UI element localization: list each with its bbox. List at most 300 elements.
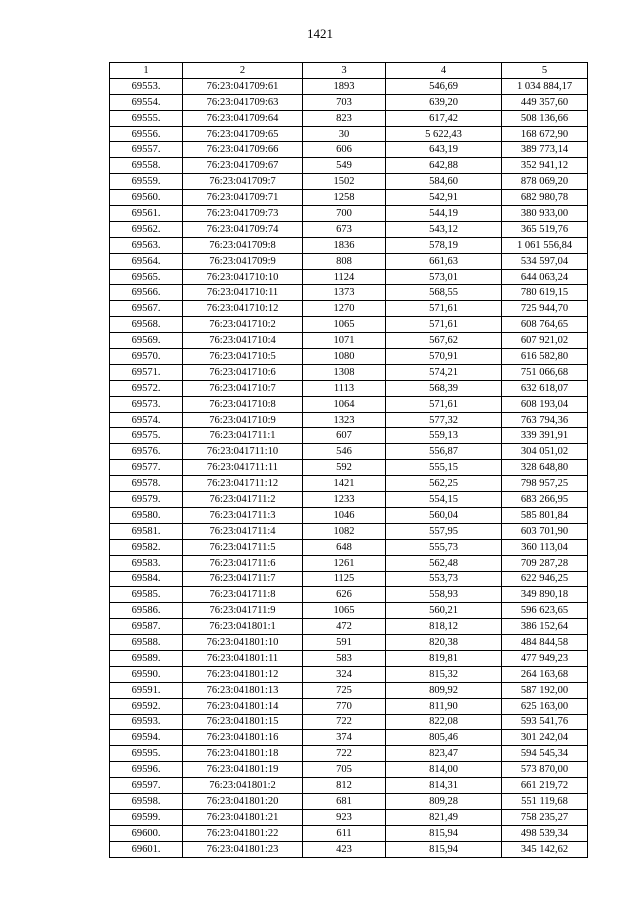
value-cell: 360 113,04 [502, 539, 588, 555]
rate-cell: 820,38 [386, 635, 502, 651]
value-cell: 763 794,36 [502, 412, 588, 428]
value-cell: 508 136,66 [502, 110, 588, 126]
row-number-cell: 69597. [110, 778, 183, 794]
rate-cell: 571,61 [386, 396, 502, 412]
rate-cell: 617,42 [386, 110, 502, 126]
area-cell: 549 [303, 158, 386, 174]
row-number-cell: 69569. [110, 333, 183, 349]
rate-cell: 543,12 [386, 221, 502, 237]
rate-cell: 819,81 [386, 650, 502, 666]
area-cell: 1113 [303, 380, 386, 396]
row-number-cell: 69590. [110, 666, 183, 682]
row-number-cell: 69586. [110, 603, 183, 619]
area-cell: 1082 [303, 523, 386, 539]
table-row [110, 476, 588, 492]
table-row [110, 507, 588, 523]
cadastral-number-cell: 76:23:041711:7 [183, 571, 303, 587]
area-cell: 700 [303, 206, 386, 222]
table-row [110, 78, 588, 94]
area-cell: 681 [303, 793, 386, 809]
cadastral-number-cell: 76:23:041711:5 [183, 539, 303, 555]
value-cell: 607 921,02 [502, 333, 588, 349]
rate-cell: 567,62 [386, 333, 502, 349]
row-number-cell: 69578. [110, 476, 183, 492]
cadastral-number-cell: 76:23:041709:7 [183, 174, 303, 190]
cadastral-number-cell: 76:23:041801:10 [183, 635, 303, 651]
row-number-cell: 69596. [110, 762, 183, 778]
data-table [109, 62, 588, 858]
value-cell: 593 541,76 [502, 714, 588, 730]
cadastral-number-cell: 76:23:041709:67 [183, 158, 303, 174]
row-number-cell: 69561. [110, 206, 183, 222]
rate-cell: 822,08 [386, 714, 502, 730]
rate-cell: 556,87 [386, 444, 502, 460]
row-number-cell: 69584. [110, 571, 183, 587]
row-number-cell: 69563. [110, 237, 183, 253]
table-row [110, 555, 588, 571]
cadastral-number-cell: 76:23:041709:64 [183, 110, 303, 126]
table-row [110, 269, 588, 285]
table-row [110, 428, 588, 444]
table-row [110, 841, 588, 857]
value-cell: 498 539,34 [502, 825, 588, 841]
cadastral-number-cell: 76:23:041801:11 [183, 650, 303, 666]
value-cell: 380 933,00 [502, 206, 588, 222]
row-number-cell: 69570. [110, 349, 183, 365]
value-cell: 780 619,15 [502, 285, 588, 301]
value-cell: 608 764,65 [502, 317, 588, 333]
area-cell: 1261 [303, 555, 386, 571]
rate-cell: 568,39 [386, 380, 502, 396]
value-cell: 751 066,68 [502, 364, 588, 380]
row-number-cell: 69560. [110, 190, 183, 206]
rate-cell: 584,60 [386, 174, 502, 190]
area-cell: 611 [303, 825, 386, 841]
table-row [110, 730, 588, 746]
table-row [110, 682, 588, 698]
row-number-cell: 69559. [110, 174, 183, 190]
rate-cell: 558,93 [386, 587, 502, 603]
row-number-cell: 69555. [110, 110, 183, 126]
value-cell: 585 801,84 [502, 507, 588, 523]
rate-cell: 809,92 [386, 682, 502, 698]
rate-cell: 815,94 [386, 841, 502, 857]
row-number-cell: 69591. [110, 682, 183, 698]
cadastral-number-cell: 76:23:041709:73 [183, 206, 303, 222]
value-cell: 349 890,18 [502, 587, 588, 603]
row-number-cell: 69572. [110, 380, 183, 396]
area-cell: 1270 [303, 301, 386, 317]
rate-cell: 571,61 [386, 317, 502, 333]
rate-cell: 5 622,43 [386, 126, 502, 142]
table-row [110, 619, 588, 635]
row-number-cell: 69580. [110, 507, 183, 523]
area-cell: 1071 [303, 333, 386, 349]
row-number-cell: 69577. [110, 460, 183, 476]
value-cell: 264 163,68 [502, 666, 588, 682]
cadastral-number-cell: 76:23:041709:63 [183, 94, 303, 110]
area-cell: 374 [303, 730, 386, 746]
rate-cell: 544,19 [386, 206, 502, 222]
area-cell: 583 [303, 650, 386, 666]
table-row [110, 301, 588, 317]
table-row [110, 158, 588, 174]
rate-cell: 571,61 [386, 301, 502, 317]
table-row [110, 762, 588, 778]
cadastral-number-cell: 76:23:041801:23 [183, 841, 303, 857]
area-cell: 722 [303, 746, 386, 762]
value-cell: 1 034 884,17 [502, 78, 588, 94]
table-row [110, 396, 588, 412]
row-number-cell: 69593. [110, 714, 183, 730]
cadastral-number-cell: 76:23:041711:9 [183, 603, 303, 619]
table-row [110, 539, 588, 555]
value-cell: 709 287,28 [502, 555, 588, 571]
row-number-cell: 69589. [110, 650, 183, 666]
row-number-cell: 69564. [110, 253, 183, 269]
area-cell: 1065 [303, 317, 386, 333]
cadastral-number-cell: 76:23:041711:10 [183, 444, 303, 460]
table-row [110, 333, 588, 349]
cadastral-number-cell: 76:23:041801:20 [183, 793, 303, 809]
column-header: 5 [502, 63, 588, 79]
row-number-cell: 69571. [110, 364, 183, 380]
row-number-cell: 69587. [110, 619, 183, 635]
cadastral-number-cell: 76:23:041710:9 [183, 412, 303, 428]
cadastral-number-cell: 76:23:041801:16 [183, 730, 303, 746]
area-cell: 472 [303, 619, 386, 635]
cadastral-number-cell: 76:23:041711:3 [183, 507, 303, 523]
area-cell: 324 [303, 666, 386, 682]
column-header: 4 [386, 63, 502, 79]
row-number-cell: 69565. [110, 269, 183, 285]
cadastral-number-cell: 76:23:041709:66 [183, 142, 303, 158]
area-cell: 1323 [303, 412, 386, 428]
row-number-cell: 69576. [110, 444, 183, 460]
row-number-cell: 69583. [110, 555, 183, 571]
area-cell: 423 [303, 841, 386, 857]
header-row [110, 63, 588, 79]
rate-cell: 809,28 [386, 793, 502, 809]
cadastral-number-cell: 76:23:041709:9 [183, 253, 303, 269]
value-cell: 389 773,14 [502, 142, 588, 158]
cadastral-number-cell: 76:23:041711:8 [183, 587, 303, 603]
area-cell: 703 [303, 94, 386, 110]
rate-cell: 578,19 [386, 237, 502, 253]
rate-cell: 574,21 [386, 364, 502, 380]
table-row [110, 364, 588, 380]
cadastral-number-cell: 76:23:041709:71 [183, 190, 303, 206]
area-cell: 1064 [303, 396, 386, 412]
column-header: 2 [183, 63, 303, 79]
area-cell: 722 [303, 714, 386, 730]
area-cell: 812 [303, 778, 386, 794]
value-cell: 725 944,70 [502, 301, 588, 317]
cadastral-number-cell: 76:23:041709:61 [183, 78, 303, 94]
value-cell: 625 163,00 [502, 698, 588, 714]
cadastral-number-cell: 76:23:041801:14 [183, 698, 303, 714]
area-cell: 1233 [303, 492, 386, 508]
cadastral-number-cell: 76:23:041710:6 [183, 364, 303, 380]
cadastral-number-cell: 76:23:041801:21 [183, 809, 303, 825]
cadastral-number-cell: 76:23:041709:65 [183, 126, 303, 142]
area-cell: 1893 [303, 78, 386, 94]
cadastral-number-cell: 76:23:041710:8 [183, 396, 303, 412]
row-number-cell: 69582. [110, 539, 183, 555]
cadastral-number-cell: 76:23:041801:2 [183, 778, 303, 794]
cadastral-number-cell: 76:23:041801:1 [183, 619, 303, 635]
rate-cell: 559,13 [386, 428, 502, 444]
value-cell: 534 597,04 [502, 253, 588, 269]
row-number-cell: 69585. [110, 587, 183, 603]
rate-cell: 562,48 [386, 555, 502, 571]
table-row [110, 380, 588, 396]
rate-cell: 815,32 [386, 666, 502, 682]
column-header: 1 [110, 63, 183, 79]
row-number-cell: 69581. [110, 523, 183, 539]
rate-cell: 818,12 [386, 619, 502, 635]
value-cell: 661 219,72 [502, 778, 588, 794]
row-number-cell: 69556. [110, 126, 183, 142]
cadastral-number-cell: 76:23:041710:10 [183, 269, 303, 285]
cadastral-number-cell: 76:23:041801:18 [183, 746, 303, 762]
rate-cell: 570,91 [386, 349, 502, 365]
value-cell: 449 357,60 [502, 94, 588, 110]
rate-cell: 814,00 [386, 762, 502, 778]
area-cell: 626 [303, 587, 386, 603]
area-cell: 591 [303, 635, 386, 651]
page-number: 1421 [307, 26, 333, 41]
row-number-cell: 69601. [110, 841, 183, 857]
row-number-cell: 69558. [110, 158, 183, 174]
value-cell: 596 623,65 [502, 603, 588, 619]
value-cell: 758 235,27 [502, 809, 588, 825]
table-row [110, 190, 588, 206]
table-row [110, 825, 588, 841]
table-row [110, 571, 588, 587]
cadastral-number-cell: 76:23:041801:19 [183, 762, 303, 778]
rate-cell: 554,15 [386, 492, 502, 508]
table-row [110, 237, 588, 253]
table-row [110, 603, 588, 619]
rate-cell: 560,21 [386, 603, 502, 619]
rate-cell: 557,95 [386, 523, 502, 539]
area-cell: 1080 [303, 349, 386, 365]
cadastral-number-cell: 76:23:041710:12 [183, 301, 303, 317]
row-number-cell: 69554. [110, 94, 183, 110]
cadastral-number-cell: 76:23:041709:74 [183, 221, 303, 237]
table-row [110, 142, 588, 158]
table-row [110, 285, 588, 301]
area-cell: 1125 [303, 571, 386, 587]
rate-cell: 661,63 [386, 253, 502, 269]
row-number-cell: 69568. [110, 317, 183, 333]
row-number-cell: 69594. [110, 730, 183, 746]
value-cell: 603 701,90 [502, 523, 588, 539]
area-cell: 648 [303, 539, 386, 555]
area-cell: 1421 [303, 476, 386, 492]
rate-cell: 562,25 [386, 476, 502, 492]
cadastral-number-cell: 76:23:041711:11 [183, 460, 303, 476]
table-row [110, 253, 588, 269]
cadastral-number-cell: 76:23:041710:5 [183, 349, 303, 365]
table-row [110, 809, 588, 825]
row-number-cell: 69573. [110, 396, 183, 412]
rate-cell: 542,91 [386, 190, 502, 206]
value-cell: 345 142,62 [502, 841, 588, 857]
cadastral-number-cell: 76:23:041711:2 [183, 492, 303, 508]
value-cell: 301 242,04 [502, 730, 588, 746]
cadastral-number-cell: 76:23:041711:6 [183, 555, 303, 571]
row-number-cell: 69588. [110, 635, 183, 651]
area-cell: 808 [303, 253, 386, 269]
value-cell: 339 391,91 [502, 428, 588, 444]
rate-cell: 821,49 [386, 809, 502, 825]
column-header: 3 [303, 63, 386, 79]
rate-cell: 573,01 [386, 269, 502, 285]
value-cell: 573 870,00 [502, 762, 588, 778]
area-cell: 1065 [303, 603, 386, 619]
cadastral-number-cell: 76:23:041710:2 [183, 317, 303, 333]
value-cell: 682 980,78 [502, 190, 588, 206]
area-cell: 823 [303, 110, 386, 126]
value-cell: 328 648,80 [502, 460, 588, 476]
cadastral-number-cell: 76:23:041801:12 [183, 666, 303, 682]
rate-cell: 811,90 [386, 698, 502, 714]
cadastral-number-cell: 76:23:041801:13 [183, 682, 303, 698]
table-row [110, 110, 588, 126]
rate-cell: 814,31 [386, 778, 502, 794]
table-body [110, 78, 588, 857]
table-row [110, 94, 588, 110]
table-row [110, 650, 588, 666]
area-cell: 770 [303, 698, 386, 714]
rate-cell: 546,69 [386, 78, 502, 94]
cadastral-number-cell: 76:23:041710:4 [183, 333, 303, 349]
table-row [110, 778, 588, 794]
rate-cell: 553,73 [386, 571, 502, 587]
area-cell: 607 [303, 428, 386, 444]
cadastral-number-cell: 76:23:041711:4 [183, 523, 303, 539]
table-row [110, 317, 588, 333]
value-cell: 644 063,24 [502, 269, 588, 285]
row-number-cell: 69574. [110, 412, 183, 428]
value-cell: 304 051,02 [502, 444, 588, 460]
table-row [110, 126, 588, 142]
row-number-cell: 69598. [110, 793, 183, 809]
table-row [110, 698, 588, 714]
area-cell: 546 [303, 444, 386, 460]
cadastral-number-cell: 76:23:041710:7 [183, 380, 303, 396]
rate-cell: 568,55 [386, 285, 502, 301]
table-row [110, 793, 588, 809]
area-cell: 592 [303, 460, 386, 476]
row-number-cell: 69553. [110, 78, 183, 94]
rate-cell: 642,88 [386, 158, 502, 174]
cadastral-number-cell: 76:23:041710:11 [183, 285, 303, 301]
value-cell: 594 545,34 [502, 746, 588, 762]
rate-cell: 643,19 [386, 142, 502, 158]
cadastral-number-cell: 76:23:041709:8 [183, 237, 303, 253]
area-cell: 1258 [303, 190, 386, 206]
value-cell: 608 193,04 [502, 396, 588, 412]
rate-cell: 555,15 [386, 460, 502, 476]
table-row [110, 444, 588, 460]
table-row [110, 523, 588, 539]
cadastral-number-cell: 76:23:041801:22 [183, 825, 303, 841]
value-cell: 1 061 556,84 [502, 237, 588, 253]
row-number-cell: 69557. [110, 142, 183, 158]
value-cell: 365 519,76 [502, 221, 588, 237]
table-row [110, 492, 588, 508]
table-row [110, 460, 588, 476]
value-cell: 551 119,68 [502, 793, 588, 809]
area-cell: 1308 [303, 364, 386, 380]
table-row [110, 412, 588, 428]
table-row [110, 714, 588, 730]
area-cell: 1124 [303, 269, 386, 285]
rate-cell: 555,73 [386, 539, 502, 555]
value-cell: 587 192,00 [502, 682, 588, 698]
area-cell: 606 [303, 142, 386, 158]
value-cell: 168 672,90 [502, 126, 588, 142]
value-cell: 632 618,07 [502, 380, 588, 396]
table-row [110, 206, 588, 222]
rate-cell: 639,20 [386, 94, 502, 110]
row-number-cell: 69562. [110, 221, 183, 237]
value-cell: 878 069,20 [502, 174, 588, 190]
table-row [110, 666, 588, 682]
row-number-cell: 69567. [110, 301, 183, 317]
row-number-cell: 69595. [110, 746, 183, 762]
area-cell: 1046 [303, 507, 386, 523]
rate-cell: 560,04 [386, 507, 502, 523]
row-number-cell: 69599. [110, 809, 183, 825]
value-cell: 616 582,80 [502, 349, 588, 365]
value-cell: 386 152,64 [502, 619, 588, 635]
area-cell: 1373 [303, 285, 386, 301]
value-cell: 484 844,58 [502, 635, 588, 651]
row-number-cell: 69600. [110, 825, 183, 841]
cadastral-number-cell: 76:23:041711:12 [183, 476, 303, 492]
area-cell: 673 [303, 221, 386, 237]
value-cell: 798 957,25 [502, 476, 588, 492]
table-row [110, 746, 588, 762]
area-cell: 1502 [303, 174, 386, 190]
table-row [110, 635, 588, 651]
rate-cell: 815,94 [386, 825, 502, 841]
row-number-cell: 69592. [110, 698, 183, 714]
table-row [110, 349, 588, 365]
area-cell: 725 [303, 682, 386, 698]
value-cell: 622 946,25 [502, 571, 588, 587]
table-row [110, 587, 588, 603]
row-number-cell: 69566. [110, 285, 183, 301]
table-row [110, 174, 588, 190]
row-number-cell: 69575. [110, 428, 183, 444]
rate-cell: 823,47 [386, 746, 502, 762]
rate-cell: 577,32 [386, 412, 502, 428]
cadastral-number-cell: 76:23:041711:1 [183, 428, 303, 444]
value-cell: 352 941,12 [502, 158, 588, 174]
table-row [110, 221, 588, 237]
cadastral-number-cell: 76:23:041801:15 [183, 714, 303, 730]
area-cell: 705 [303, 762, 386, 778]
area-cell: 1836 [303, 237, 386, 253]
area-cell: 923 [303, 809, 386, 825]
area-cell: 30 [303, 126, 386, 142]
value-cell: 477 949,23 [502, 650, 588, 666]
